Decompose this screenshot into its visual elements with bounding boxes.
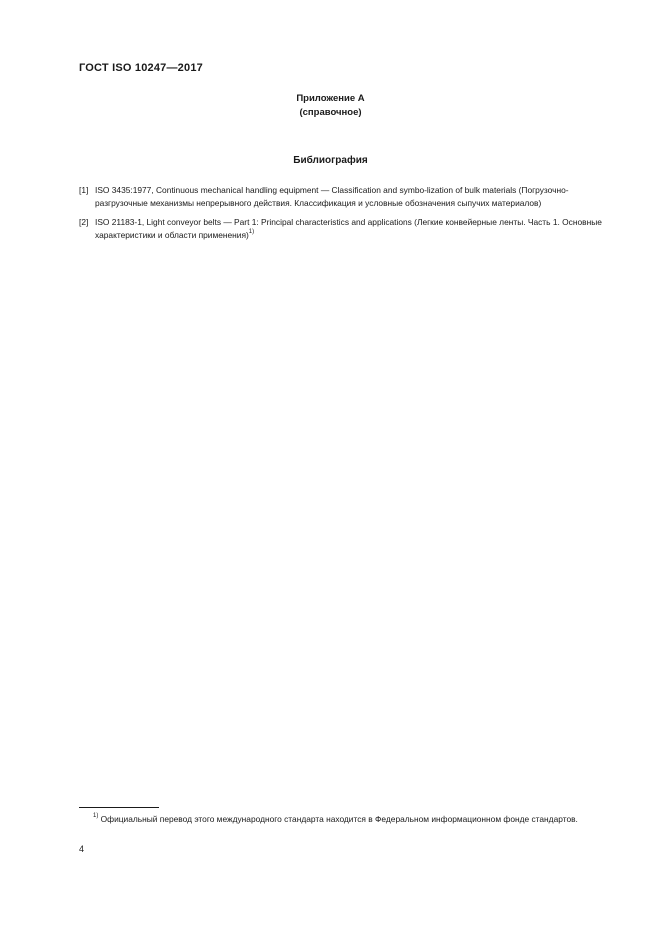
bibliography-item	[79, 184, 615, 210]
footnote	[79, 813, 615, 826]
footnote-separator	[79, 807, 159, 808]
appendix-title: Приложение А	[296, 93, 365, 104]
footnote-text: Официальный перевод этого международного стандарта находится в Федеральном информационном фонде стандартов.	[100, 814, 578, 824]
footnote-reference[interactable]: 1)	[248, 229, 255, 236]
page-number: 4	[79, 844, 85, 854]
bibliography-reference: ISO 3435:1977, Continuous mechanical handling equipment — Classification and symbo-lization of bulk materials (Погрузочно-разгрузочные механизмы непрерывного действия. Классификация и условные обозначения сыпучих материалов)	[95, 185, 569, 208]
footnote-mark: 1)	[93, 813, 99, 820]
bibliography-text	[95, 216, 615, 242]
bibliography-text	[95, 184, 615, 210]
appendix-subtitle: (справочное)	[299, 107, 362, 118]
bibliography-reference: ISO 21183-1, Light conveyor belts — Part 1: Principal characteristics and applications (Легкие конвейерные ленты. Часть 1. Основные характеристики и области применения)	[95, 217, 602, 240]
bibliography-number: [2]	[79, 217, 89, 227]
bibliography-item	[79, 216, 615, 242]
section-title: Библиография	[293, 155, 368, 166]
appendix-heading	[0, 92, 661, 120]
bibliography-number: [1]	[79, 185, 89, 195]
document-header: ГОСТ ISO 10247—2017	[79, 62, 203, 74]
bibliography-list	[79, 184, 615, 248]
